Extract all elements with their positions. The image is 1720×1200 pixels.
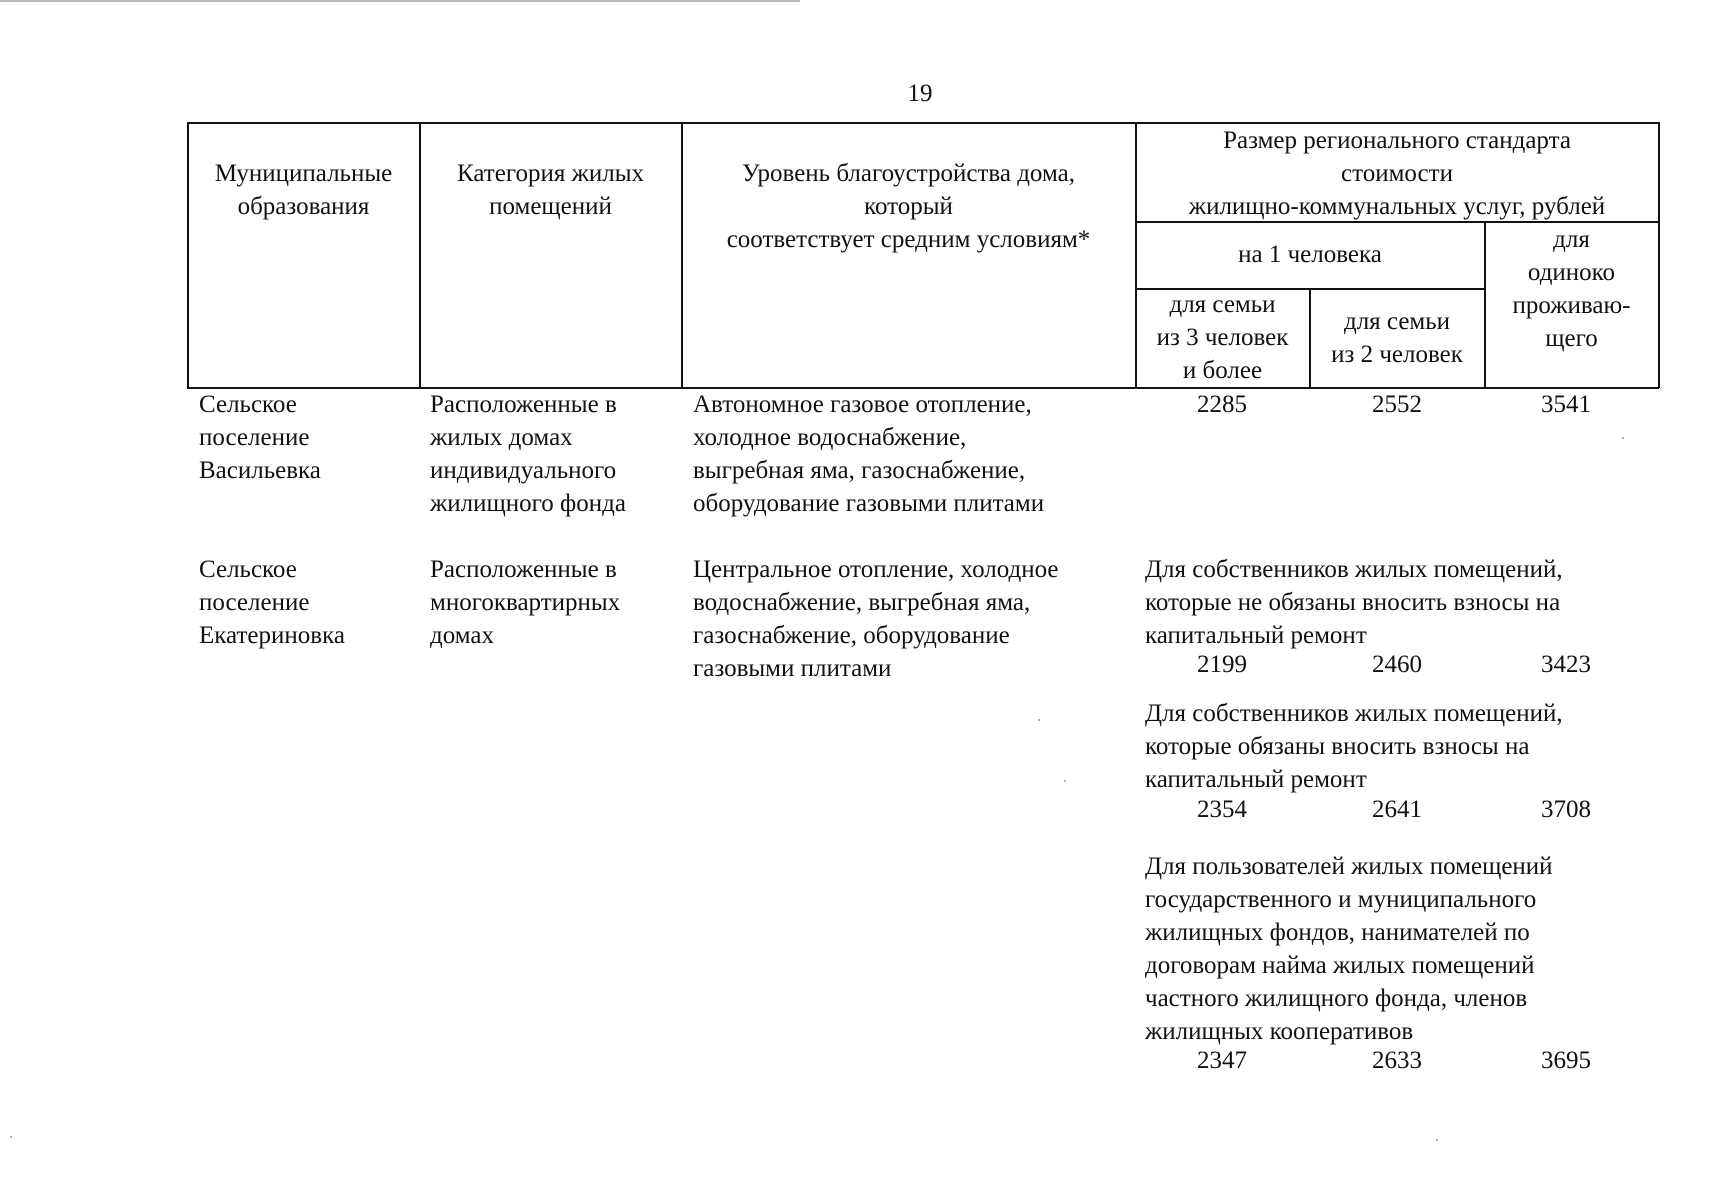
group-2-value-family-3: 2354 — [1197, 796, 1247, 823]
group-1-value-family-3: 2199 — [1197, 651, 1247, 678]
scan-edge-line — [0, 0, 800, 2]
row-1-amenity-level: Автономное газовое отопление, холодное водоснабжение, выгребная яма, газоснабжение, оборудование газовыми плитами — [693, 391, 1045, 517]
row-1-value-single: 3541 — [1541, 391, 1591, 418]
header-municipalities: Муниципальные образования — [214, 160, 393, 220]
page-number: 19 — [907, 80, 933, 107]
row-2-amenity-level: Центральное отопление, холодное водоснабжение, выгребная яма, газоснабжение, оборудование газовыми плитами — [693, 556, 1059, 682]
header-amenity-level: Уровень благоустройства дома, который соответствует средним условиям* — [726, 160, 1091, 253]
group-3-value-single: 3695 — [1541, 1047, 1591, 1074]
group-2-value-family-2: 2641 — [1372, 796, 1422, 823]
scan-speck — [1622, 437, 1624, 439]
group-2-value-single: 3708 — [1541, 796, 1591, 823]
row-1-value-family-2: 2552 — [1372, 391, 1422, 418]
row-1-category: Расположенные в жилых домах индивидуального жилищного фонда — [430, 391, 626, 517]
row-1-value-family-3: 2285 — [1197, 391, 1247, 418]
header-regional-standard: Размер регионального стандарта стоимости жилищно-коммунальных услуг, рублей — [1188, 127, 1606, 220]
row-2-municipality: Сельское поселение Екатериновка — [199, 556, 345, 649]
header-per-person: на 1 человека — [1238, 241, 1382, 268]
scan-speck — [10, 1136, 12, 1138]
group-3-value-family-2: 2633 — [1372, 1047, 1422, 1074]
header-housing-category: Категория жилых помещений — [457, 160, 644, 220]
row-2-category: Расположенные в многоквартирных домах — [430, 556, 621, 649]
group-3-label: Для пользователей жилых помещений государственного и муниципального жилищных фондов, нанимателей по договорам найма жилых помещений частного жилищного фонда, членов жилищных кооперативов — [1145, 853, 1553, 1045]
group-1-value-family-2: 2460 — [1372, 651, 1422, 678]
scan-speck — [1038, 719, 1040, 721]
group-3-value-family-3: 2347 — [1197, 1047, 1247, 1074]
header-family-3: для семьи из 3 человек и более — [1156, 291, 1289, 384]
scan-speck — [1064, 780, 1066, 782]
group-1-label: Для собственников жилых помещений, которые не обязаны вносить взносы на капитальный ремонт — [1145, 556, 1563, 649]
scan-speck — [1436, 1139, 1438, 1141]
header-family-2: для семьи из 2 человек — [1331, 308, 1463, 368]
group-2-label: Для собственников жилых помещений, которые обязаны вносить взносы на капитальный ремонт — [1145, 700, 1563, 793]
group-1-value-single: 3423 — [1541, 651, 1591, 678]
row-1-municipality: Сельское поселение Васильевка — [199, 391, 321, 484]
header-single-resident: для одиноко проживаю- щего — [1512, 226, 1631, 352]
